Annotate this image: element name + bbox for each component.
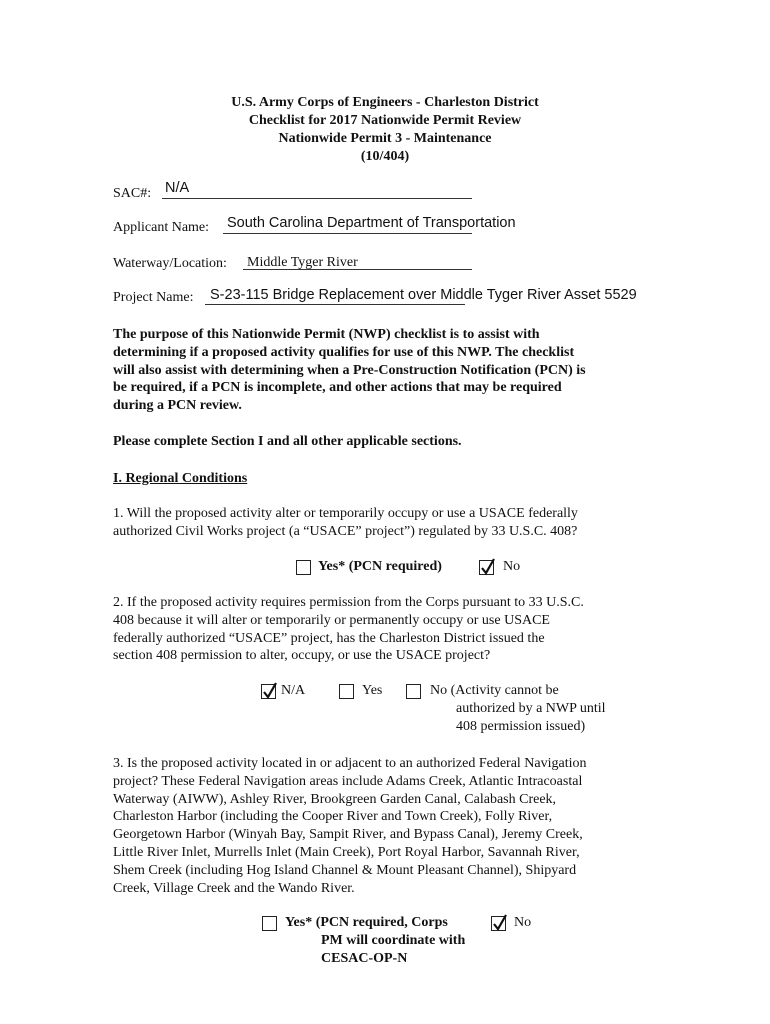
q2-line-1: 2. If the proposed activity requires permission from the Corps pursuant to 33 U.S.C. (113, 595, 584, 610)
q2-line-3: federally authorized “USACE” project, has the Charleston District issued the (113, 630, 545, 646)
purpose-line-2: determining if a proposed activity qualifies for use of this NWP. The checklist (113, 344, 575, 360)
waterway-field[interactable]: Middle Tyger River (247, 255, 358, 270)
q3-yes-label-line-2: PM will coordinate with (321, 933, 466, 948)
q1-line-1: 1. Will the proposed activity alter or temporarily occupy or use a USACE federally (113, 506, 578, 521)
project-underline (205, 304, 465, 305)
q1-yes-label: Yes* (PCN required) (318, 559, 442, 574)
q3-line-3: Waterway (AIWW), Ashley River, Brookgreen Garden Canal, Calabash Creek, (113, 791, 557, 807)
q1-no-label: No (503, 559, 521, 574)
q2-na-checkbox[interactable] (261, 684, 276, 699)
project-field[interactable]: S-23-115 Bridge Replacement over Middle Tyger River Asset 5529 (210, 287, 637, 303)
project-label: Project Name: (113, 290, 194, 305)
sac-label: SAC#: (113, 186, 152, 201)
applicant-field[interactable]: South Carolina Department of Transportation (227, 215, 516, 231)
q2-yes-checkbox[interactable] (339, 684, 354, 699)
doc-title-line-3: Nationwide Permit 3 - Maintenance (278, 131, 492, 146)
q2-no-checkbox[interactable] (406, 684, 421, 699)
q3-line-4: Charleston Harbor (including the Cooper River and Town Creek), Folly River, (113, 809, 553, 825)
q3-line-5: Georgetown Harbor (Winyah Bay, Sampit River, and Bypass Canal), Jeremy Creek, (113, 827, 583, 843)
q2-no-label-line-2: authorized by a NWP until (456, 701, 606, 716)
checkmark-icon (261, 681, 279, 701)
section-title: I. Regional Conditions (113, 471, 248, 486)
applicant-underline (223, 233, 472, 234)
question-2 (113, 594, 733, 665)
q2-no-label-line-1: No (Activity cannot be (430, 683, 559, 698)
purpose-line-4: be required, if a PCN is incomplete, and other actions that may be required (113, 380, 562, 396)
q1-line-2: authorized Civil Works project (a “USACE” project”) regulated by 33 U.S.C. 408? (113, 523, 578, 539)
q3-no-checkbox[interactable] (491, 916, 506, 931)
q3-yes-label-line-3: CESAC-OP-N (321, 951, 408, 966)
doc-title-line-1: U.S. Army Corps of Engineers - Charleston District (231, 95, 539, 110)
q3-yes-checkbox[interactable] (262, 916, 277, 931)
q2-line-4: section 408 permission to alter, occupy, or use the USACE project? (113, 648, 491, 664)
instruction-text: Please complete Section I and all other applicable sections. (113, 434, 462, 449)
doc-title-line-4: (10/404) (360, 149, 410, 164)
waterway-label: Waterway/Location: (113, 256, 227, 271)
q3-line-1: 3. Is the proposed activity located in or adjacent to an authorized Federal Navigation (113, 756, 587, 771)
purpose-paragraph (113, 326, 713, 415)
q3-line-7: Shem Creek (including Hog Island Channel & Mount Pleasant Channel), Shipyard (113, 862, 577, 878)
q3-line-8: Creek, Village Creek and the Wando River. (113, 880, 355, 896)
q1-yes-checkbox[interactable] (296, 560, 311, 575)
q2-no-label-line-3: 408 permission issued) (456, 719, 586, 734)
q3-no-label: No (514, 915, 532, 930)
sac-field[interactable]: N/A (165, 180, 190, 196)
q3-line-2: project? These Federal Navigation areas include Adams Creek, Atlantic Intracoastal (113, 773, 583, 789)
q3-line-6: Little River Inlet, Murrells Inlet (Main Creek), Port Royal Harbor, Savannah River, (113, 844, 580, 860)
sac-underline (162, 198, 472, 199)
doc-title-line-2: Checklist for 2017 Nationwide Permit Review (248, 113, 522, 128)
checkmark-icon (491, 913, 509, 933)
purpose-line-1: The purpose of this Nationwide Permit (NWP) checklist is to assist with (113, 327, 540, 342)
applicant-label: Applicant Name: (113, 220, 210, 235)
q2-line-2: 408 because it will alter or temporarily or permanently occupy or use USACE (113, 612, 550, 628)
checkmark-icon (479, 557, 497, 577)
purpose-line-3: will also assist with determining when a Pre-Construction Notification (PCN) is (113, 362, 586, 378)
q1-no-checkbox[interactable] (479, 560, 494, 575)
q2-na-label: N/A (281, 683, 306, 698)
q2-yes-label: Yes (362, 683, 383, 698)
purpose-line-5: during a PCN review. (113, 398, 242, 414)
q3-yes-label-line-1: Yes* (PCN required, Corps (285, 915, 448, 930)
question-1 (113, 505, 733, 541)
question-3 (113, 755, 753, 897)
